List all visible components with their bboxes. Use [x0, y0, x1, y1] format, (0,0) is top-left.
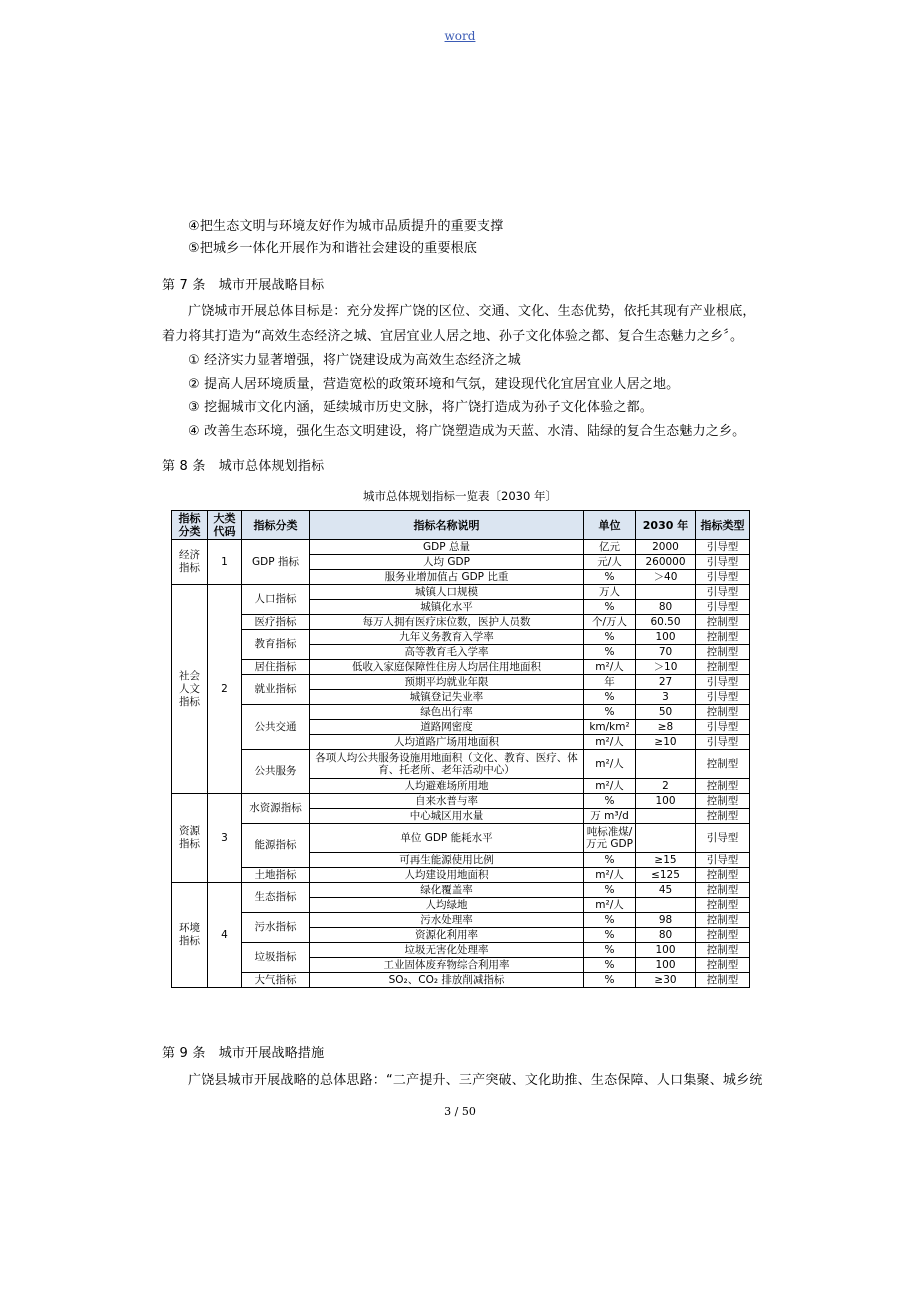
- type-cell: 控制型: [696, 660, 750, 675]
- type-cell: 引导型: [696, 600, 750, 615]
- indicator-name: 人均道路广场用地面积: [310, 735, 584, 750]
- type-cell: 控制型: [696, 943, 750, 958]
- subcategory-cell: 垃圾指标: [242, 943, 310, 973]
- category-cell: 资源指标: [172, 794, 208, 883]
- value-cell: [636, 750, 696, 779]
- subcategory-cell: 能源指标: [242, 824, 310, 868]
- header-cell: 大类代码: [208, 511, 242, 540]
- subcategory-cell: 水资源指标: [242, 794, 310, 824]
- table-row: [172, 705, 750, 720]
- paragraph-line: 广饶城市开展总体目标是：充分发挥广饶的区位、交通、文化、生态优势，依托其现有产业根底，: [188, 304, 756, 319]
- paragraph-line: 广饶县城市开展战略的总体思路：“二产提升、三产突破、文化助推、生态保障、人口集聚、城乡统: [188, 1073, 763, 1088]
- value-cell: [636, 898, 696, 913]
- type-cell: 引导型: [696, 735, 750, 750]
- indicator-name: 城镇化水平: [310, 600, 584, 615]
- header-cell: 单位: [584, 511, 636, 540]
- unit-cell: 亿元: [584, 540, 636, 555]
- value-cell: ≤125: [636, 868, 696, 883]
- type-cell: 控制型: [696, 779, 750, 794]
- value-cell: 100: [636, 794, 696, 809]
- value-cell: 100: [636, 630, 696, 645]
- table-row: [172, 794, 750, 809]
- indicator-name: 人均绿地: [310, 898, 584, 913]
- type-cell: 控制型: [696, 705, 750, 720]
- subcategory-cell: 土地指标: [242, 868, 310, 883]
- header-cell: 指标分类: [242, 511, 310, 540]
- unit-cell: %: [584, 794, 636, 809]
- value-cell: ＞40: [636, 570, 696, 585]
- type-cell: 控制型: [696, 615, 750, 630]
- value-cell: 2: [636, 779, 696, 794]
- type-cell: 控制型: [696, 645, 750, 660]
- unit-cell: %: [584, 973, 636, 988]
- unit-cell: 元/人: [584, 555, 636, 570]
- indicator-name: 九年义务教育入学率: [310, 630, 584, 645]
- indicator-name: 高等教育毛入学率: [310, 645, 584, 660]
- indicator-name: 自来水普与率: [310, 794, 584, 809]
- value-cell: ≥8: [636, 720, 696, 735]
- unit-cell: 吨标准煤/万元 GDP: [584, 824, 636, 853]
- value-cell: 2000: [636, 540, 696, 555]
- subcategory-cell: 医疗指标: [242, 615, 310, 630]
- unit-cell: %: [584, 630, 636, 645]
- type-cell: 控制型: [696, 928, 750, 943]
- unit-cell: 万人: [584, 585, 636, 600]
- type-cell: 引导型: [696, 690, 750, 705]
- value-cell: ≥30: [636, 973, 696, 988]
- paragraph-line: 着力将其打造为“高效生态经济之城、宜居宜业人居之地、孙子文化体验之都、复合生态魅力之乡〞。: [162, 329, 744, 344]
- indicator-name: SO₂、CO₂ 排放削减指标: [310, 973, 584, 988]
- table-row: [172, 973, 750, 988]
- paragraph-line: ④把生态文明与环境友好作为城市品质提升的重要支撑: [188, 219, 504, 234]
- unit-cell: m²/人: [584, 660, 636, 675]
- table-row: [172, 675, 750, 690]
- value-cell: 98: [636, 913, 696, 928]
- unit-cell: %: [584, 928, 636, 943]
- type-cell: 控制型: [696, 883, 750, 898]
- value-cell: 260000: [636, 555, 696, 570]
- value-cell: 45: [636, 883, 696, 898]
- indicator-name: 绿色出行率: [310, 705, 584, 720]
- indicator-name: 可再生能源使用比例: [310, 853, 584, 868]
- type-cell: 控制型: [696, 809, 750, 824]
- category-cell: 社会人文指标: [172, 585, 208, 794]
- code-cell: 3: [208, 794, 242, 883]
- unit-cell: m²/人: [584, 868, 636, 883]
- code-cell: 4: [208, 883, 242, 988]
- type-cell: 控制型: [696, 868, 750, 883]
- unit-cell: %: [584, 883, 636, 898]
- table-row: [172, 868, 750, 883]
- value-cell: ＞10: [636, 660, 696, 675]
- header-cell: 2030 年: [636, 511, 696, 540]
- unit-cell: m²/人: [584, 779, 636, 794]
- unit-cell: %: [584, 570, 636, 585]
- page-number: 3 / 50: [444, 1105, 476, 1118]
- table-row: [172, 585, 750, 600]
- list-item: ② 提高人居环境质量，营造宽松的政策环境和气氛，建设现代化宜居宜业人居之地。: [188, 377, 680, 392]
- unit-cell: km/km²: [584, 720, 636, 735]
- subcategory-cell: 教育指标: [242, 630, 310, 660]
- paragraph-line: ⑤把城乡一体化开展作为和谐社会建设的重要根底: [188, 241, 478, 256]
- indicator-name: 人均避难场所用地: [310, 779, 584, 794]
- subcategory-cell: 居住指标: [242, 660, 310, 675]
- type-cell: 控制型: [696, 898, 750, 913]
- value-cell: 80: [636, 600, 696, 615]
- unit-cell: m²/人: [584, 898, 636, 913]
- subcategory-cell: 公共服务: [242, 750, 310, 794]
- indicator-name: 中心城区用水量: [310, 809, 584, 824]
- indicator-name: 工业固体废弃物综合利用率: [310, 958, 584, 973]
- unit-cell: %: [584, 690, 636, 705]
- type-cell: 引导型: [696, 720, 750, 735]
- value-cell: [636, 585, 696, 600]
- subcategory-cell: 污水指标: [242, 913, 310, 943]
- value-cell: 27: [636, 675, 696, 690]
- indicator-name: 每万人拥有医疗床位数，医护人员数: [310, 615, 584, 630]
- indicator-name: 人均建设用地面积: [310, 868, 584, 883]
- value-cell: ≥10: [636, 735, 696, 750]
- indicator-name: 单位 GDP 能耗水平: [310, 824, 584, 853]
- unit-cell: 个/万人: [584, 615, 636, 630]
- article-heading: 第 9 条 城市开展战略措施: [162, 1046, 325, 1061]
- list-item: ④ 改善生态环境，强化生态文明建设，将广饶塑造成为天蓝、水清、陆绿的复合生态魅力之乡。: [188, 424, 746, 439]
- indicator-name: 垃圾无害化处理率: [310, 943, 584, 958]
- value-cell: 80: [636, 928, 696, 943]
- article-heading: 第 7 条 城市开展战略目标: [162, 278, 325, 293]
- type-cell: 引导型: [696, 555, 750, 570]
- type-cell: 引导型: [696, 675, 750, 690]
- type-cell: 引导型: [696, 540, 750, 555]
- unit-cell: %: [584, 958, 636, 973]
- indicator-name: GDP 总量: [310, 540, 584, 555]
- subcategory-cell: 生态指标: [242, 883, 310, 913]
- indicator-name: 资源化利用率: [310, 928, 584, 943]
- category-cell: 环境指标: [172, 883, 208, 988]
- value-cell: 3: [636, 690, 696, 705]
- type-cell: 引导型: [696, 570, 750, 585]
- subcategory-cell: 就业指标: [242, 675, 310, 705]
- type-cell: 控制型: [696, 630, 750, 645]
- table-row: [172, 824, 750, 853]
- subcategory-cell: GDP 指标: [242, 540, 310, 585]
- table-row: [172, 630, 750, 645]
- table-row: [172, 883, 750, 898]
- subcategory-cell: 公共交通: [242, 705, 310, 750]
- header-cell: 指标名称说明: [310, 511, 584, 540]
- indicator-name: 城镇登记失业率: [310, 690, 584, 705]
- value-cell: 100: [636, 958, 696, 973]
- unit-cell: %: [584, 853, 636, 868]
- unit-cell: %: [584, 705, 636, 720]
- type-cell: 控制型: [696, 794, 750, 809]
- table-caption: 城市总体规划指标一览表〔2030 年〕: [363, 489, 557, 503]
- type-cell: 引导型: [696, 853, 750, 868]
- unit-cell: %: [584, 645, 636, 660]
- value-cell: ≥15: [636, 853, 696, 868]
- table-row: [172, 660, 750, 675]
- type-cell: 引导型: [696, 824, 750, 853]
- table-row: [172, 913, 750, 928]
- unit-cell: 年: [584, 675, 636, 690]
- page-header[interactable]: word: [444, 29, 476, 43]
- subcategory-cell: 大气指标: [242, 973, 310, 988]
- indicator-name: 道路网密度: [310, 720, 584, 735]
- indicator-name: 绿化覆盖率: [310, 883, 584, 898]
- header-cell: 指标类型: [696, 511, 750, 540]
- value-cell: 60.50: [636, 615, 696, 630]
- code-cell: 2: [208, 585, 242, 794]
- list-item: ① 经济实力显著增强，将广饶建设成为高效生态经济之城: [188, 353, 521, 368]
- list-item: ③ 挖掘城市文化内涵，延续城市历史文脉，将广饶打造成为孙子文化体验之都。: [188, 400, 653, 415]
- category-cell: 经济指标: [172, 540, 208, 585]
- type-cell: 控制型: [696, 973, 750, 988]
- indicator-name: 各项人均公共服务设施用地面积（文化、教育、医疗、体育、托老所、老年活动中心）: [310, 750, 584, 779]
- value-cell: 50: [636, 705, 696, 720]
- value-cell: 70: [636, 645, 696, 660]
- type-cell: 控制型: [696, 913, 750, 928]
- indicator-name: 污水处理率: [310, 913, 584, 928]
- unit-cell: 万 m³/d: [584, 809, 636, 824]
- code-cell: 1: [208, 540, 242, 585]
- table-row: [172, 943, 750, 958]
- unit-cell: m²/人: [584, 735, 636, 750]
- type-cell: 引导型: [696, 585, 750, 600]
- planning-indicator-table: [171, 510, 750, 988]
- value-cell: [636, 824, 696, 853]
- type-cell: 控制型: [696, 958, 750, 973]
- table-header-row: [172, 511, 750, 540]
- table-row: [172, 615, 750, 630]
- value-cell: [636, 809, 696, 824]
- type-cell: 控制型: [696, 750, 750, 779]
- unit-cell: m²/人: [584, 750, 636, 779]
- article-heading: 第 8 条 城市总体规划指标: [162, 459, 325, 474]
- indicator-name: 预期平均就业年限: [310, 675, 584, 690]
- subcategory-cell: 人口指标: [242, 585, 310, 615]
- table-row: [172, 750, 750, 779]
- unit-cell: %: [584, 600, 636, 615]
- indicator-name: 人均 GDP: [310, 555, 584, 570]
- header-cell: 指标分类: [172, 511, 208, 540]
- value-cell: 100: [636, 943, 696, 958]
- table-row: [172, 540, 750, 555]
- unit-cell: %: [584, 943, 636, 958]
- unit-cell: %: [584, 913, 636, 928]
- indicator-name: 城镇人口规模: [310, 585, 584, 600]
- indicator-name: 服务业增加值占 GDP 比重: [310, 570, 584, 585]
- indicator-name: 低收入家庭保障性住房人均居住用地面积: [310, 660, 584, 675]
